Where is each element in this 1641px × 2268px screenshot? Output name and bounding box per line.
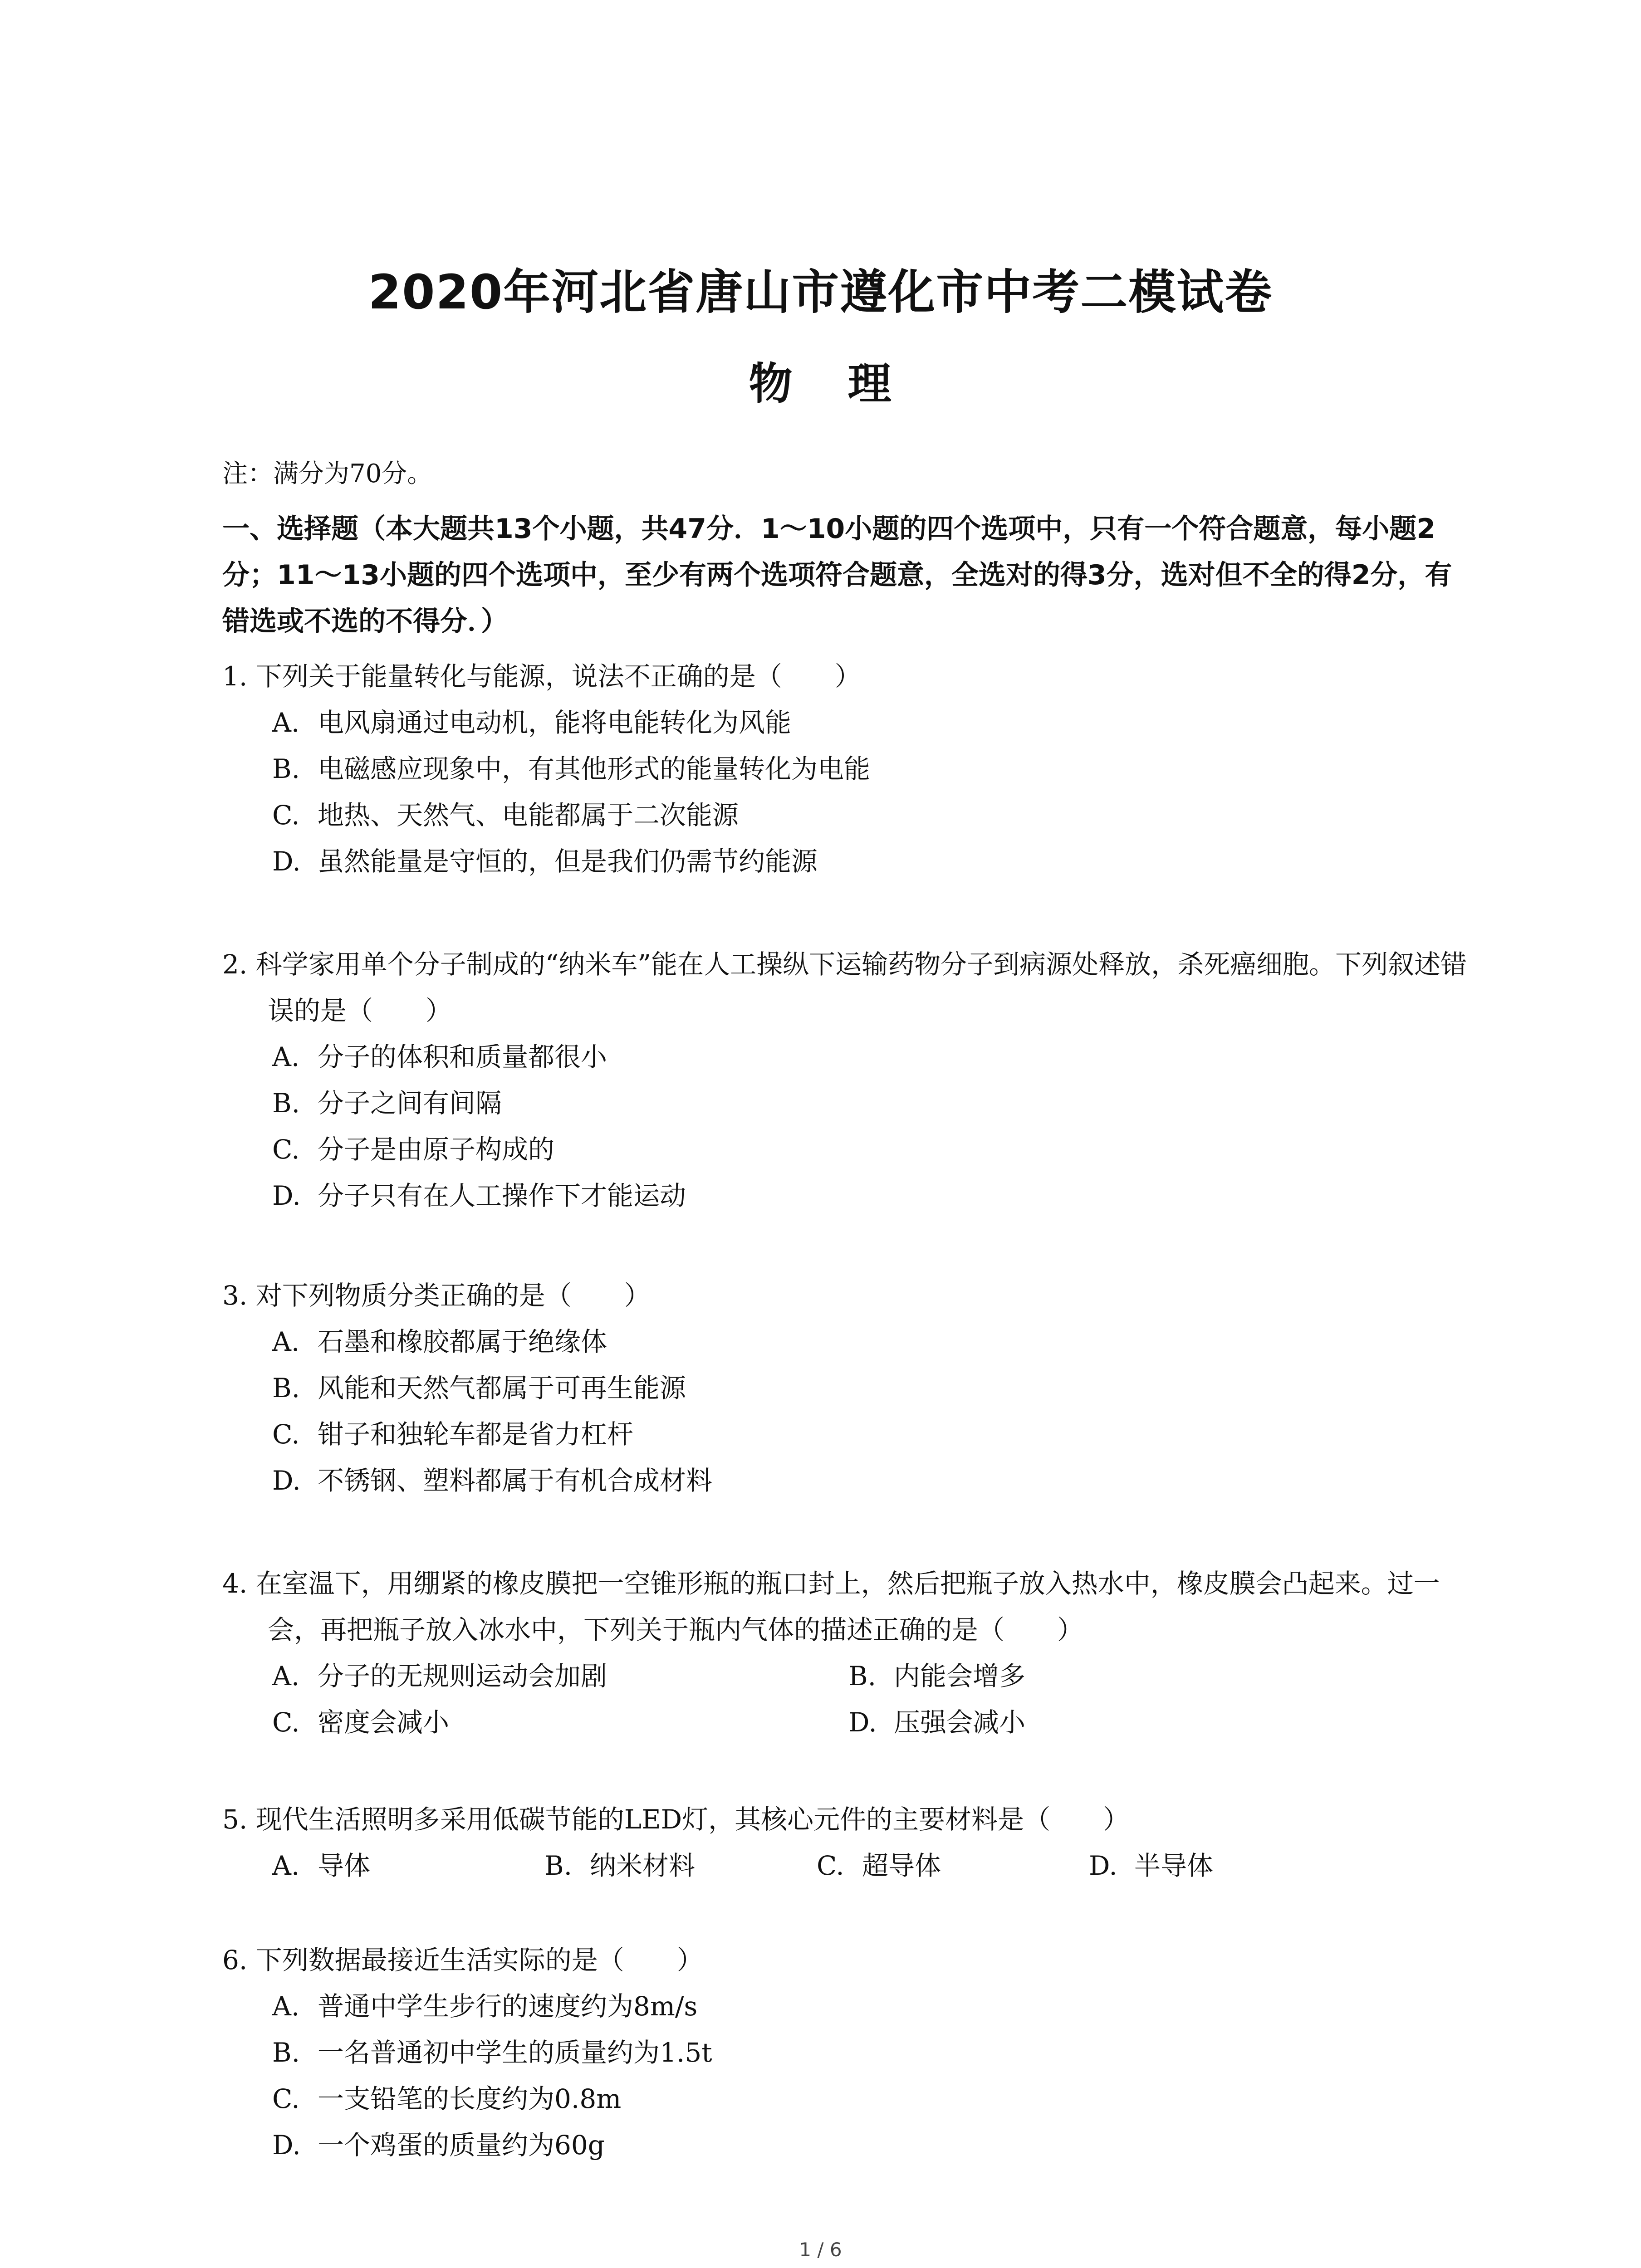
option-text: 超导体 bbox=[862, 1850, 941, 1881]
option-text: 一名普通初中学生的质量约为1.5t bbox=[318, 2037, 712, 2068]
option-a bbox=[222, 1034, 1484, 1080]
option-letter: B. bbox=[544, 1850, 573, 1881]
option-text: 导体 bbox=[318, 1850, 371, 1881]
option-text: 分子的体积和质量都很小 bbox=[318, 1041, 607, 1072]
question-stem: 5. 现代生活照明多采用低碳节能的LED灯，其核心元件的主要材料是（ ） bbox=[222, 1804, 1130, 1835]
option-b bbox=[222, 1080, 1484, 1126]
option-c bbox=[222, 792, 1484, 838]
question-stem: 6. 下列数据最接近生活实际的是（ ） bbox=[222, 1945, 703, 1975]
option-text: 分子之间有间隔 bbox=[318, 1088, 502, 1119]
option-text: 电风扇通过电动机，能将电能转化为风能 bbox=[318, 707, 792, 738]
option-d bbox=[1089, 1843, 1361, 1889]
question-3 bbox=[222, 1272, 1484, 1504]
option-d bbox=[222, 1457, 1484, 1504]
subject-char: 物 bbox=[749, 358, 794, 409]
option-letter: D. bbox=[272, 2130, 301, 2160]
option-a bbox=[222, 1983, 1484, 2029]
option-letter: C. bbox=[272, 800, 300, 831]
question-stem: 1. 下列关于能量转化与能源，说法不正确的是（ ） bbox=[222, 661, 861, 692]
option-text: 地热、天然气、电能都属于二次能源 bbox=[318, 800, 739, 831]
option-letter: B. bbox=[272, 1088, 300, 1119]
option-b bbox=[222, 2029, 1484, 2076]
option-letter: B. bbox=[272, 2037, 300, 2068]
option-letter: A. bbox=[272, 707, 300, 738]
option-letter: D. bbox=[272, 1180, 301, 1211]
option-text: 风能和天然气都属于可再生能源 bbox=[318, 1373, 686, 1403]
option-letter: A. bbox=[272, 1991, 300, 2022]
option-text: 分子只有在人工操作下才能运动 bbox=[318, 1180, 686, 1211]
option-letter: C. bbox=[272, 1419, 300, 1450]
option-letter: B. bbox=[272, 753, 300, 784]
option-text: 不锈钢、塑料都属于有机合成材料 bbox=[318, 1465, 713, 1496]
option-d bbox=[222, 2122, 1484, 2168]
option-letter: B. bbox=[848, 1661, 877, 1691]
option-a bbox=[222, 1653, 798, 1699]
option-a bbox=[222, 1319, 1484, 1365]
option-a bbox=[222, 1843, 544, 1889]
option-c bbox=[222, 1411, 1484, 1457]
option-text: 电磁感应现象中，有其他形式的能量转化为电能 bbox=[318, 753, 871, 784]
option-c bbox=[222, 1126, 1484, 1173]
question-2 bbox=[222, 941, 1484, 1219]
page-number: 1 / 6 bbox=[799, 2239, 842, 2261]
option-text: 密度会减小 bbox=[318, 1707, 450, 1738]
option-text: 压强会减小 bbox=[894, 1707, 1026, 1738]
option-letter: D. bbox=[272, 846, 301, 877]
option-letter: C. bbox=[272, 1707, 300, 1738]
option-letter: A. bbox=[272, 1661, 300, 1691]
option-text: 内能会增多 bbox=[894, 1661, 1026, 1691]
question-stem: 4. 在室温下，用绷紧的橡皮膜把一空锥形瓶的瓶口封上，然后把瓶子放入热水中，橡皮膜会凸起来。过一会，再把瓶子放入冰水中，下列关于瓶内气体的描述正确的是（ ） bbox=[222, 1568, 1440, 1645]
section-heading: 一、选择题（本大题共13个小题，共47分．1～10小题的四个选项中，只有一个符合题意，每小题2分；11～13小题的四个选项中，至少有两个选项符合题意，全选对的得3分，选对但不全的得2分，有错选或不选的不得分．） bbox=[222, 513, 1452, 637]
option-c bbox=[817, 1843, 1089, 1889]
option-row bbox=[222, 1653, 1484, 1699]
option-row bbox=[222, 1699, 1484, 1745]
option-letter: A. bbox=[272, 1041, 300, 1072]
question-stem: 3. 对下列物质分类正确的是（ ） bbox=[222, 1280, 651, 1311]
option-text: 普通中学生步行的速度约为8m/s bbox=[318, 1991, 698, 2022]
option-text: 一个鸡蛋的质量约为60g bbox=[318, 2130, 605, 2160]
option-b bbox=[544, 1843, 817, 1889]
option-d bbox=[222, 1173, 1484, 1219]
subject-heading bbox=[0, 349, 1641, 411]
option-letter: A. bbox=[272, 1326, 300, 1357]
option-text: 纳米材料 bbox=[590, 1850, 696, 1881]
option-letter: C. bbox=[272, 2083, 300, 2114]
option-text: 分子的无规则运动会加剧 bbox=[318, 1661, 607, 1691]
option-letter: D. bbox=[848, 1707, 877, 1738]
option-row bbox=[222, 1843, 1484, 1889]
option-b bbox=[222, 746, 1484, 792]
option-text: 石墨和橡胶都属于绝缘体 bbox=[318, 1326, 607, 1357]
question-1 bbox=[222, 653, 1484, 885]
option-b bbox=[798, 1653, 1375, 1699]
question-5 bbox=[222, 1796, 1484, 1889]
question-4 bbox=[222, 1560, 1484, 1745]
option-a bbox=[222, 699, 1484, 746]
exam-title: 2020年河北省唐山市遵化市中考二模试卷 bbox=[368, 264, 1273, 320]
question-6 bbox=[222, 1937, 1484, 2168]
option-d bbox=[222, 838, 1484, 885]
question-stem: 2. 科学家用单个分子制成的“纳米车”能在人工操纵下运输药物分子到病源处释放，杀死癌细胞。下列叙述错误的是（ ） bbox=[222, 949, 1467, 1026]
option-letter: D. bbox=[1089, 1850, 1117, 1881]
option-text: 一支铅笔的长度约为0.8m bbox=[318, 2083, 622, 2114]
option-letter: A. bbox=[272, 1850, 300, 1881]
option-letter: B. bbox=[272, 1373, 300, 1403]
subject-char: 理 bbox=[847, 358, 892, 409]
option-c bbox=[222, 2076, 1484, 2122]
option-letter: C. bbox=[817, 1850, 844, 1881]
score-note: 注：满分为70分。 bbox=[222, 459, 433, 489]
option-letter: C. bbox=[272, 1134, 300, 1165]
option-text: 半导体 bbox=[1134, 1850, 1214, 1881]
option-text: 虽然能量是守恒的，但是我们仍需节约能源 bbox=[318, 846, 818, 877]
option-text: 分子是由原子构成的 bbox=[318, 1134, 555, 1165]
option-c bbox=[222, 1699, 798, 1745]
option-d bbox=[798, 1699, 1375, 1745]
option-letter: D. bbox=[272, 1465, 301, 1496]
option-b bbox=[222, 1365, 1484, 1411]
option-text: 钳子和独轮车都是省力杠杆 bbox=[318, 1419, 634, 1450]
